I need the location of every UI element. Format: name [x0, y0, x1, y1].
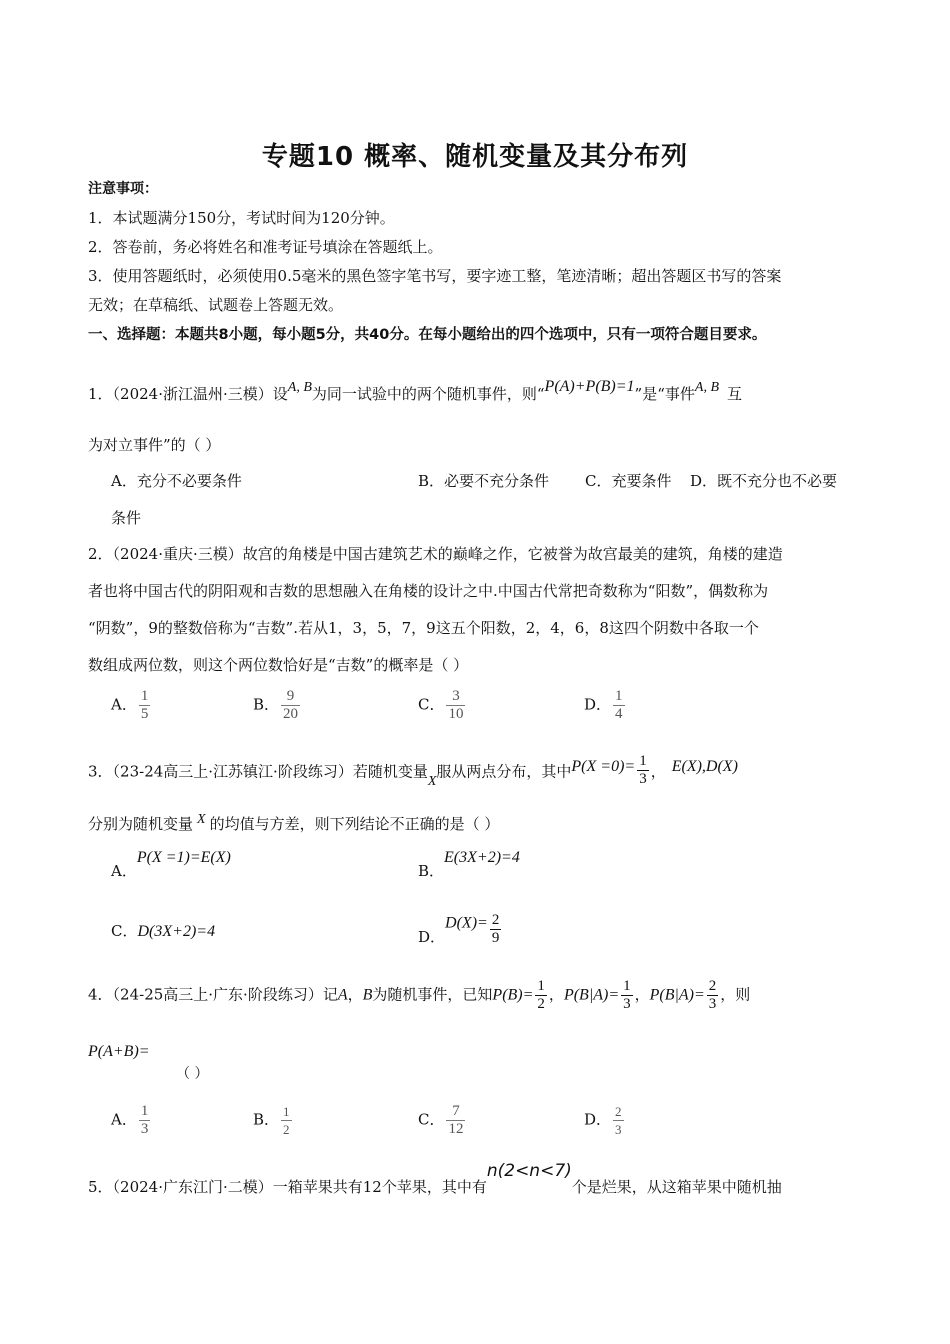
q2-option-b-fraction — [281, 688, 300, 723]
q4-text-a: 4．（24-25高三上·广东·阶段练习）记 — [88, 985, 338, 1004]
q4-prob-b-fraction — [535, 978, 547, 1013]
question-4-line-2 — [88, 1042, 209, 1082]
q4-option-c-label: C． — [418, 1110, 445, 1129]
q1-option-d-cont: 条件 — [111, 509, 142, 527]
q2-c-num: 3 — [452, 688, 460, 704]
q2-option-b[interactable] — [253, 688, 302, 723]
q4-ob-den: 2 — [283, 1122, 290, 1137]
q2-option-d-fraction — [613, 688, 625, 723]
q1-text-a: 1．（2024·浙江温州·三模）设 — [88, 385, 288, 403]
q4-event-a: A — [337, 986, 348, 1004]
q3-text-a: 3．（23-24高三上·江苏镇江·阶段练习）若随机变量 — [88, 762, 428, 781]
q4-event-b: B — [362, 986, 373, 1004]
question-3-line-1 — [88, 755, 738, 790]
section-heading: 一、选择题：本题共8小题，每小题5分，共40分。在每小题给出的四个选项中，只有一项符合题目要求。 — [88, 327, 767, 343]
q4-pba-num: 1 — [623, 978, 631, 994]
q4-option-c-fraction — [446, 1103, 465, 1138]
q4-oc-den: 12 — [448, 1121, 464, 1137]
q3-d-den: 9 — [491, 930, 500, 946]
q4-ob-num: 1 — [283, 1104, 290, 1119]
q2-option-c-label: C． — [418, 695, 445, 714]
q4-option-b[interactable] — [253, 1103, 294, 1138]
notes-heading: 注意事项： — [88, 181, 158, 197]
q4-prob-b-given-a: P(B|A)= — [563, 986, 620, 1004]
q3-ex-dx: E(X),D(X) — [671, 757, 738, 775]
q4-option-a-label: A． — [111, 1110, 137, 1129]
q4-pba2-den: 3 — [708, 996, 717, 1012]
q3-option-d-label: D． — [418, 927, 446, 946]
q3-comma: ， — [650, 762, 666, 781]
q4-option-d-fraction — [613, 1103, 624, 1138]
q4-oc-num: 7 — [452, 1103, 460, 1119]
q2-c-den: 10 — [448, 706, 464, 722]
note-3a: 3．使用答题纸时，必须使用0.5毫米的黑色签字笔书写，要字迹工整，笔迹清晰；超出答题区书写的答案 — [88, 267, 782, 285]
question-2-line-4: 数组成两位数，则这个两位数恰好是“吉数”的概率是（ ） — [88, 656, 469, 674]
q1-option-a[interactable]: A．充分不必要条件 — [111, 472, 242, 490]
q2-a-den: 5 — [140, 706, 149, 722]
q3-prob-fraction — [637, 753, 649, 788]
q2-option-a-fraction — [139, 688, 151, 723]
question-2-line-3: “阴数”，9的整数倍称为“吉数”.若从1，3，5，7，9这五个阳数，2，4，6，8这四个阴数中各取一个 — [88, 619, 759, 637]
q4-option-a-fraction — [139, 1103, 151, 1138]
q4-pb-num: 1 — [537, 978, 545, 994]
q3-option-c[interactable] — [111, 920, 215, 941]
note-3b: 无效；在草稿纸、试题卷上答题无效。 — [88, 296, 344, 314]
q4-option-a[interactable] — [111, 1103, 152, 1138]
q3-option-b-expr: E(3X+2)=4 — [444, 849, 520, 866]
q2-option-b-label: B． — [253, 695, 280, 714]
q3-option-a-label: A． — [111, 862, 137, 880]
q4-oa-den: 3 — [140, 1121, 149, 1137]
q2-option-c-fraction — [446, 688, 465, 723]
q2-d-num: 1 — [615, 688, 623, 704]
q4-pba2-num: 2 — [708, 978, 717, 994]
q5-formula: n(2<n<7) — [486, 1161, 572, 1181]
q2-option-d[interactable] — [584, 688, 627, 723]
q4-prob-b-given-a-fraction — [621, 978, 633, 1013]
q3-p0-den: 3 — [639, 771, 647, 787]
question-2-line-2: 者也将中国古代的阴阳观和吉数的思想融入在角楼的设计之中.中国古代常把奇数称为“阳数”，偶数称为 — [88, 582, 769, 600]
q3-var-x: X — [427, 773, 437, 789]
q4-option-b-label: B． — [253, 1110, 280, 1129]
q2-b-num: 9 — [286, 688, 295, 704]
q3-text-b: 服从两点分布，其中 — [436, 762, 572, 781]
q1-option-b[interactable]: B．必要不充分条件 — [418, 472, 550, 490]
q2-d-den: 4 — [615, 706, 623, 722]
q1-formula: P(A)+P(B)=1 — [544, 378, 635, 395]
question-5-line-1 — [88, 1161, 782, 1197]
q4-option-d[interactable] — [584, 1103, 626, 1138]
question-1-line-2: 为对立事件”的（ ） — [88, 436, 221, 454]
q4-oa-num: 1 — [140, 1103, 149, 1119]
question-1-line-1 — [88, 378, 743, 404]
q3-p0-num: 1 — [639, 753, 647, 769]
q2-a-num: 1 — [140, 688, 149, 704]
q4-sep: ， — [347, 985, 363, 1004]
q3-option-b[interactable] — [418, 849, 520, 881]
q4-prob-b: P(B)= — [492, 986, 534, 1004]
q3-line2-var: X — [197, 812, 206, 827]
q3-option-a-expr: P(X =1)=E(X) — [136, 849, 231, 866]
q2-option-a-label: A． — [111, 695, 137, 714]
q1-events: A, B — [287, 380, 312, 395]
note-1: 1．本试题满分150分，考试时间为120分钟。 — [88, 209, 395, 227]
q4-comma-2: ， — [634, 985, 650, 1004]
q4-option-d-label: D． — [584, 1110, 612, 1129]
q5-text-b: 个是烂果，从这箱苹果中随机抽 — [571, 1178, 782, 1196]
q4-od-den: 3 — [615, 1122, 622, 1137]
q3-line2-text-b: 的均值与方差，则下列结论不正确的是（ ） — [209, 815, 500, 833]
q3-option-a[interactable] — [111, 849, 231, 881]
q4-prob-a-plus-b: P(A+B)= — [88, 1043, 150, 1060]
q4-answer-paren: （ ） — [176, 1066, 209, 1082]
q4-text-b: 为随机事件，已知 — [372, 985, 493, 1004]
q4-pb-den: 2 — [537, 996, 545, 1012]
q3-option-d-fraction — [490, 912, 502, 947]
q4-prob-bbar-given-abar-fraction — [707, 978, 719, 1013]
q1-option-d[interactable]: D．既不充分也不必要 — [690, 472, 838, 490]
q1-text-c: ”是“事件 — [634, 385, 695, 403]
q4-prob-bbar-given-abar: P(B|A)= — [649, 986, 705, 1004]
q2-b-den: 20 — [283, 706, 299, 722]
q4-option-b-fraction — [281, 1103, 292, 1138]
q3-line2-text-a: 分别为随机变量 — [88, 815, 194, 833]
page-title: 专题10 概率、随机变量及其分布列 — [261, 142, 689, 172]
q2-option-d-label: D． — [584, 695, 612, 714]
q1-text-b: 为同一试验中的两个随机事件，则“ — [311, 385, 545, 403]
question-2-line-1: 2．（2024·重庆·三模）故宫的角楼是中国古建筑艺术的巅峰之作，它被誉为故宫最美的建筑，角楼的建造 — [88, 545, 783, 563]
q3-option-d[interactable] — [418, 906, 503, 946]
question-4-line-1 — [88, 978, 750, 1013]
q2-option-a[interactable] — [111, 688, 152, 723]
q1-text-d: 互 — [727, 385, 743, 403]
q2-option-c[interactable] — [418, 688, 467, 723]
q3-option-b-label: B． — [418, 862, 445, 880]
q3-d-num: 2 — [491, 912, 500, 928]
q4-comma-1: ， — [548, 985, 564, 1004]
q4-pba-den: 3 — [623, 996, 631, 1012]
question-3-line-2 — [88, 813, 499, 834]
q3-option-d-expr: D(X)= — [445, 914, 488, 932]
q1-events-2: A, B — [694, 380, 719, 395]
note-2: 2．答卷前，务必将姓名和准考证号填涂在答题纸上。 — [88, 238, 443, 256]
q1-option-c[interactable]: C．充要条件 — [585, 472, 672, 490]
q3-option-c-expr: D(3X+2)=4 — [137, 923, 216, 940]
q5-text-a: 5．（2024·广东江门·二模）一箱苹果共有12个苹果，其中有 — [88, 1178, 487, 1196]
q3-prob-zero: P(X =0)= — [571, 757, 636, 775]
q4-option-c[interactable] — [418, 1103, 467, 1138]
q4-text-c: ，则 — [720, 985, 751, 1004]
q4-od-num: 2 — [615, 1104, 622, 1119]
q3-option-c-label: C． — [111, 922, 138, 940]
